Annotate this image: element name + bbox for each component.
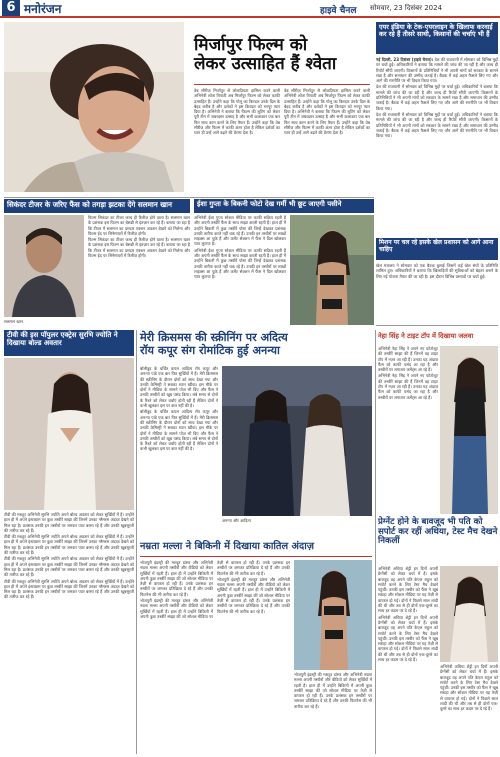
namrata-headline: नम्रता मल्ला ने बिकिनी में दिखाया कातिल अंदाज़ bbox=[140, 541, 315, 552]
salman-photo bbox=[4, 215, 84, 317]
tv-body: टीवी की मशहूर अभिनेत्री सुरभि ज्योति अपने बोल्ड अवतार को लेकर सुर्खियों में हैं। उन्होंने हाल ही में अपने इंस्टाग्राम पर कुछ तस्वीरें साझा कीं जिनमें उनका ग्लैमरस अंदाज़ देखने को मिल रहा है। प्रशंसक उनकी इन तस्वीरों पर जमकर प्यार बरसा रहे हैं और उनकी खूबसूरती की तारीफ कर रहे हैं। टीवी की मशहूर अभिनेत्री सुरभि ज्योति अपने बोल्ड अवतार को लेकर सुर्खियों में हैं। उन्होंने हाल ही में अपने इंस्टाग्राम पर कुछ तस्वीरें साझा कीं जिनमें उनका ग्लैमरस अंदाज़ देखने को मिल रहा है। प्रशंसक उनकी इन तस्वीरों पर जमकर प्यार बरसा रहे हैं और उनकी खूबसूरती की तारीफ कर रहे हैं। टीवी की मशहूर अभिनेत्री सुरभि ज्योति अपने बोल्ड अवतार को लेकर सुर्खियों में हैं। उन्होंने हाल ही में अपने इंस्टाग्राम पर कुछ तस्वीरें साझा कीं जिनमें उनका ग्लैमरस अंदाज़ देखने को मिल रहा है। प्रशंसक उनकी इन तस्वीरों पर जमकर प्यार बरसा रहे हैं और उनकी खूबसूरती की तारीफ कर रहे हैं। टीवी की मशहूर अभिनेत्री सुरभि ज्योति अपने बोल्ड अवतार को लेकर सुर्खियों में हैं। उन्होंने हाल ही में अपने इंस्टाग्राम पर कुछ तस्वीरें साझा कीं जिनमें उनका ग्लैमरस अंदाज़ देखने को मिल रहा है। प्रशंसक उनकी इन तस्वीरों पर जमकर प्यार बरसा रहे हैं और उनकी खूबसूरती की तारीफ कर रहे हैं। bbox=[4, 512, 134, 600]
top-headline-line1: मिर्जापुर फिल्म को bbox=[194, 35, 308, 55]
ananya-headline bbox=[140, 332, 372, 357]
neha-body: अभिनेत्री नेहा सिंह ने अपने नए फोटोशूट की तस्वीरें साझा की हैं जिनमें वह टाइट टॉप में नज़र आ रही हैं। उनका यह अंदाज़ फैंस को काफी पसंद आ रहा है और तस्वीरों पर लगातार कमेंट्स आ रहे हैं। अभिनेत्री नेहा सिंह ने अपने नए फोटोशूट की तस्वीरें साझा की हैं जिनमें वह टाइट टॉप में नज़र आ रही हैं। उनका यह अंदाज़ फैंस को काफी पसंद आ रहा है और तस्वीरों पर लगातार कमेंट्स आ रहे हैं। bbox=[378, 346, 438, 400]
col-divider-left bbox=[136, 330, 137, 754]
right-story1-dateline: नई दिल्ली, 23 दिसंबर (हाइवे चैनल)। bbox=[376, 57, 434, 62]
tv-headline-box bbox=[4, 330, 134, 356]
right-story2-headline: मिशन पर चल रहे इसके खेल प्रशासन को आगे आना चाहिए bbox=[379, 239, 494, 253]
ananya-photo bbox=[222, 366, 372, 516]
namrata-body-col3: भोजपुरी इंडस्ट्री की मशहूर डांसर और अभिनेत्री नम्रता मल्ला अपनी तस्वीरों और वीडियो को लेकर सुर्खियों में रहती हैं। हाल ही में उन्होंने बिकिनी में अपनी कुछ तस्वीरें साझा कीं जो सोशल मीडिया पर तेज़ी से वायरल हो रही हैं। उनके प्रशंसक इन तस्वीरों पर जमकर प्रतिक्रिया दे रहे हैं और उनकी फिटनेस की भी तारीफ कर रहे हैं। bbox=[294, 672, 372, 709]
surbhi-photo bbox=[4, 358, 134, 510]
ananya-headline-line2: रॉय कपूर संग रोमांटिक हुई अनन्या bbox=[140, 343, 280, 357]
top-story-headline bbox=[194, 36, 372, 74]
salman-headline: सिकंदर टीजर के जरिए फैंस को तगड़ा झटका देंगे सलमान खान bbox=[7, 200, 172, 209]
namrata-rule bbox=[140, 556, 372, 557]
ananya-caption: अनन्या और आदित्य bbox=[222, 518, 251, 523]
pregnant-body: अभिनेत्री अथिया शेट्टी इन दिनों अपनी प्रेग्नेंसी को लेकर चर्चा में हैं। इसके बावजूद वह अपने पति केएल राहुल को सपोर्ट करने के लिए टेस्ट मैच देखने पहुंचीं। उनकी इस तस्वीर को फैंस ने खूब सराहा और सोशल मीडिया पर यह तेज़ी से वायरल हो गई। दोनों ने पिछले साल शादी की थी और तब से ही दोनों एक-दूसरे का साथ हर कदम पर दे रहे हैं। अभिनेत्री अथिया शेट्टी इन दिनों अपनी प्रेग्नेंसी को लेकर चर्चा में हैं। इसके बावजूद वह अपने पति केएल राहुल को सपोर्ट करने के लिए टेस्ट मैच देखने पहुंचीं। उनकी इस तस्वीर को फैंस ने खूब सराहा और सोशल मीडिया पर यह तेज़ी से वायरल हो गई। दोनों ने पिछले साल शादी की थी और तब से ही दोनों एक-दूसरे का साथ हर कदम पर दे रहे हैं। bbox=[378, 566, 438, 663]
page-number: 6 bbox=[2, 0, 20, 16]
top-headline-rule bbox=[194, 84, 370, 85]
top-headline-line2: लेकर उत्साहित हैं श्वेता bbox=[194, 54, 337, 75]
right-story1-headline: एयर इंडिया के टेक-एयरलाइन के खिलाफ करवाई कर रहे हैं तीसरे साथी, किसानों की चर्चाएं भी हैं bbox=[379, 23, 493, 39]
tv-headline: टीवी की इस पॉपुलर एक्ट्रेस सुरभि ज्योति ने दिखाया बोल्ड अवतार bbox=[7, 331, 118, 347]
pregnant-body-2: अभिनेत्री अथिया शेट्टी इन दिनों अपनी प्रेग्नेंसी को लेकर चर्चा में हैं। इसके बावजूद वह अपने पति केएल राहुल को सपोर्ट करने के लिए टेस्ट मैच देखने पहुंचीं। उनकी इस तस्वीर को फैंस ने खूब सराहा और सोशल मीडिया पर यह तेज़ी से वायरल हो गई। दोनों ने पिछले साल शादी की थी और तब से ही दोनों एक-दूसरे का साथ हर कदम पर दे रहे हैं। bbox=[440, 664, 498, 712]
publication-name: हाइवे चैनल bbox=[320, 6, 357, 16]
disha-photo bbox=[290, 215, 374, 325]
mid-divider bbox=[4, 197, 374, 198]
salman-body: फिल्म सिकंदर का टीजर जल्द ही रिलीज़ होने वाला है। सलमान खान के प्रशंसक इस फिल्म का बेसब्री से इंतज़ार कर रहे हैं। बताया जा रहा है कि टीजर में सलमान का दमदार एक्शन अवतार देखने को मिलेगा और फिल्म ईद पर सिनेमाघरों में रिलीज़ होगी। फिल्म सिकंदर का टीजर जल्द ही रिलीज़ होने वाला है। सलमान खान के प्रशंसक इस फिल्म का बेसब्री से इंतज़ार कर रहे हैं। बताया जा रहा है कि टीजर में सलमान का दमदार एक्शन अवतार देखने को मिलेगा और फिल्म ईद पर सिनेमाघरों में रिलीज़ होगी। bbox=[88, 215, 190, 259]
issue-date: सोमवार, 23 दिसंबर 2024 bbox=[370, 4, 443, 12]
right-story2-headline-box bbox=[376, 238, 498, 260]
right-story1-body: नई दिल्ली, 23 दिसंबर (हाइवे चैनल)। देश की राजधानी में सोमवार को विभिन्न मुद्दों पर चर्चा हुई। अधिकारियों ने बताया कि मामले की जांच की जा रही है और जल्द ही रिपोर्ट सौंपी जाएगी। किसानों के प्रतिनिधियों ने भी अपनी मांगों को सरकार के सामने रखा है और समाधान की उम्मीद जताई है। बैठक में कई अहम फैसले लिए गए और आगे की रणनीति पर भी विचार किया गया। देश की राजधानी में सोमवार को विभिन्न मुद्दों पर चर्चा हुई। अधिकारियों ने बताया कि मामले की जांच की जा रही है और जल्द ही रिपोर्ट सौंपी जाएगी। किसानों के प्रतिनिधियों ने भी अपनी मांगों को सरकार के सामने रखा है और समाधान की उम्मीद जताई है। बैठक में कई अहम फैसले लिए गए और आगे की रणनीति पर भी विचार किया गया। देश की राजधानी में सोमवार को विभिन्न मुद्दों पर चर्चा हुई। अधिकारियों ने बताया कि मामले की जांच की जा रही है और जल्द ही रिपोर्ट सौंपी जाएगी। किसानों के प्रतिनिधियों ने भी अपनी मांगों को सरकार के सामने रखा है और समाधान की उम्मीद जताई है। बैठक में कई अहम फैसले लिए गए और आगे की रणनीति पर भी विचार किया गया। bbox=[376, 57, 498, 139]
right-story1-headline-box bbox=[376, 22, 498, 54]
ananya-headline-line1: मेरी क्रिसमस की स्क्रीनिंग पर अदित्य bbox=[140, 331, 288, 344]
ananya-body: बॉलीवुड के चर्चित कपल आदित्य रॉय कपूर और अनन्या पांडे एक बार फिर सुर्खियों में हैं। मेरी क्रिसमस की स्क्रीनिंग के दौरान दोनों को साथ देखा गया और उनकी केमिस्ट्री ने सबका ध्यान खींचा। इस मौके पर दोनों ने मीडिया के सामने पोज़ भी दिए और फैंस ने उनकी तस्वीरों को खूब पसंद किया। लंबे समय से दोनों के रिश्ते को लेकर चर्चाएं होती रही हैं लेकिन दोनों ने कभी खुलकर इस पर बात नहीं की है। बॉलीवुड के चर्चित कपल आदित्य रॉय कपूर और अनन्या पांडे एक बार फिर सुर्खियों में हैं। मेरी क्रिसमस की स्क्रीनिंग के दौरान दोनों को साथ देखा गया और उनकी केमिस्ट्री ने सबका ध्यान खींचा। इस मौके पर दोनों ने मीडिया के सामने पोज़ भी दिए और फैंस ने उनकी तस्वीरों को खूब पसंद किया। लंबे समय से दोनों के रिश्ते को लेकर चर्चाएं होती रही हैं लेकिन दोनों ने कभी खुलकर इस पर बात नहीं की है। bbox=[140, 366, 218, 452]
disha-body: अभिनेत्री ईशा गुप्ता सोशल मीडिया पर काफी सक्रिय रहती हैं और अपनी तस्वीरें फैंस के साथ साझा करती रहती हैं। हाल ही में उन्होंने बिकनी में कुछ तस्वीरें पोस्ट कीं जिन्हें देखकर प्रशंसक उनकी तारीफ करते नहीं थक रहे हैं। उनकी इन तस्वीरों पर लाखों लाइक्स आ चुके हैं और कमेंट सेक्शन में फैंस ने दिल खोलकर प्यार लुटाया है। अभिनेत्री ईशा गुप्ता सोशल मीडिया पर काफी सक्रिय रहती हैं और अपनी तस्वीरें फैंस के साथ साझा करती रहती हैं। हाल ही में उन्होंने बिकनी में कुछ तस्वीरें पोस्ट कीं जिन्हें देखकर प्रशंसक उनकी तारीफ करते नहीं थक रहे हैं। उनकी इन तस्वीरों पर लाखों लाइक्स आ चुके हैं और कमेंट सेक्शन में फैंस ने दिल खोलकर प्यार लुटाया है। bbox=[194, 215, 286, 280]
salman-caption: सलमान खान bbox=[4, 319, 23, 324]
pregnant-headline: प्रेग्नेंट होने के बावजूद भी पति को सपोर्ट कर रहीं अथिया, टेस्ट मैच देखने निकलीं bbox=[378, 517, 498, 547]
athiya-photo bbox=[440, 566, 498, 662]
right-story2-body: खेल मंत्रालय ने सोमवार को एक बैठक बुलाई जिसमें कई खेल संघों के प्रतिनिधि शामिल हुए। अधिकारियों ने बताया कि खिलाड़ियों की सुविधाओं को बेहतर बनाने के लिए नई योजना तैयार की जा रही है। इस दौरान विभिन्न प्रस्तावों पर चर्चा हुई। bbox=[376, 263, 498, 279]
disha-headline: ईशा गुप्ता के बिकनी फोटो देख गर्मी भी छूट जाएगी पसीने bbox=[197, 200, 342, 208]
col-divider-right bbox=[375, 330, 376, 754]
salman-headline-box bbox=[4, 199, 190, 213]
namrata-photo bbox=[294, 560, 372, 670]
disha-headline-box bbox=[194, 199, 374, 213]
neha-headline: नेहा सिंह ने टाइट टॉप में दिखाया जलवा bbox=[378, 332, 474, 340]
namrata-body-col1: भोजपुरी इंडस्ट्री की मशहूर डांसर और अभिनेत्री नम्रता मल्ला अपनी तस्वीरों और वीडियो को लेकर सुर्खियों में रहती हैं। हाल ही में उन्होंने बिकिनी में अपनी कुछ तस्वीरें साझा कीं जो सोशल मीडिया पर तेज़ी से वायरल हो रही हैं। उनके प्रशंसक इन तस्वीरों पर जमकर प्रतिक्रिया दे रहे हैं और उनकी फिटनेस की भी तारीफ कर रहे हैं। भोजपुरी इंडस्ट्री की मशहूर डांसर और अभिनेत्री नम्रता मल्ला अपनी तस्वीरों और वीडियो को लेकर सुर्खियों में रहती हैं। हाल ही में उन्होंने बिकिनी में अपनी कुछ तस्वीरें साझा कीं जो सोशल मीडिया पर तेज़ी से वायरल हो रही हैं। उनके प्रशंसक इन तस्वीरों पर जमकर प्रतिक्रिया दे रहे हैं और उनकी फिटनेस की भी तारीफ कर रहे हैं। भोजपुरी इंडस्ट्री की मशहूर डांसर और अभिनेत्री नम्रता मल्ला अपनी तस्वीरों और वीडियो को लेकर सुर्खियों में रहती हैं। हाल ही में उन्होंने बिकिनी में अपनी कुछ तस्वीरें साझा कीं जो सोशल मीडिया पर तेज़ी से वायरल हो रही हैं। उनके प्रशंसक इन तस्वीरों पर जमकर प्रतिक्रिया दे रहे हैं और उनकी फिटनेस की भी तारीफ कर रहे हैं। bbox=[140, 560, 290, 619]
page-header bbox=[0, 0, 500, 18]
shweta-photo bbox=[4, 22, 184, 192]
section-title: मनोरंजन bbox=[24, 2, 62, 16]
neha-photo bbox=[440, 346, 498, 514]
top-story-body: वेब सीरीज़ मिर्जापुर से लोकप्रियता हासिल करने वाली अभिनेत्री श्वेता त्रिपाठी अब मिर्जापुर फिल्म को लेकर काफी उत्साहित हैं। उन्होंने कहा कि गोलू का किरदार उनके दिल के बेहद करीब है और दर्शकों ने इस किरदार को भरपूर प्यार दिया है। अभिनेत्री ने बताया कि फिल्म की शूटिंग को लेकर पूरी टीम में जबरदस्त उत्साह है और सभी कलाकार एक बार फिर साथ काम करने के लिए तैयार हैं। उन्होंने कहा कि वेब सीरीज़ और फिल्म में काफी अंतर होता है लेकिन दर्शकों का प्यार ही उन्हें आगे बढ़ने की प्रेरणा देता है। वेब सीरीज़ मिर्जापुर से लोकप्रियता हासिल करने वाली अभिनेत्री श्वेता त्रिपाठी अब मिर्जापुर फिल्म को लेकर काफी उत्साहित हैं। उन्होंने कहा कि गोलू का किरदार उनके दिल के बेहद करीब है और दर्शकों ने इस किरदार को भरपूर प्यार दिया है। अभिनेत्री ने बताया कि फिल्म की शूटिंग को लेकर पूरी टीम में जबरदस्त उत्साह है और सभी कलाकार एक बार फिर साथ काम करने के लिए तैयार हैं। उन्होंने कहा कि वेब सीरीज़ और फिल्म में काफी अंतर होता है लेकिन दर्शकों का प्यार ही उन्हें आगे बढ़ने की प्रेरणा देता है। bbox=[194, 88, 370, 136]
right-mid-divider bbox=[376, 325, 498, 326]
